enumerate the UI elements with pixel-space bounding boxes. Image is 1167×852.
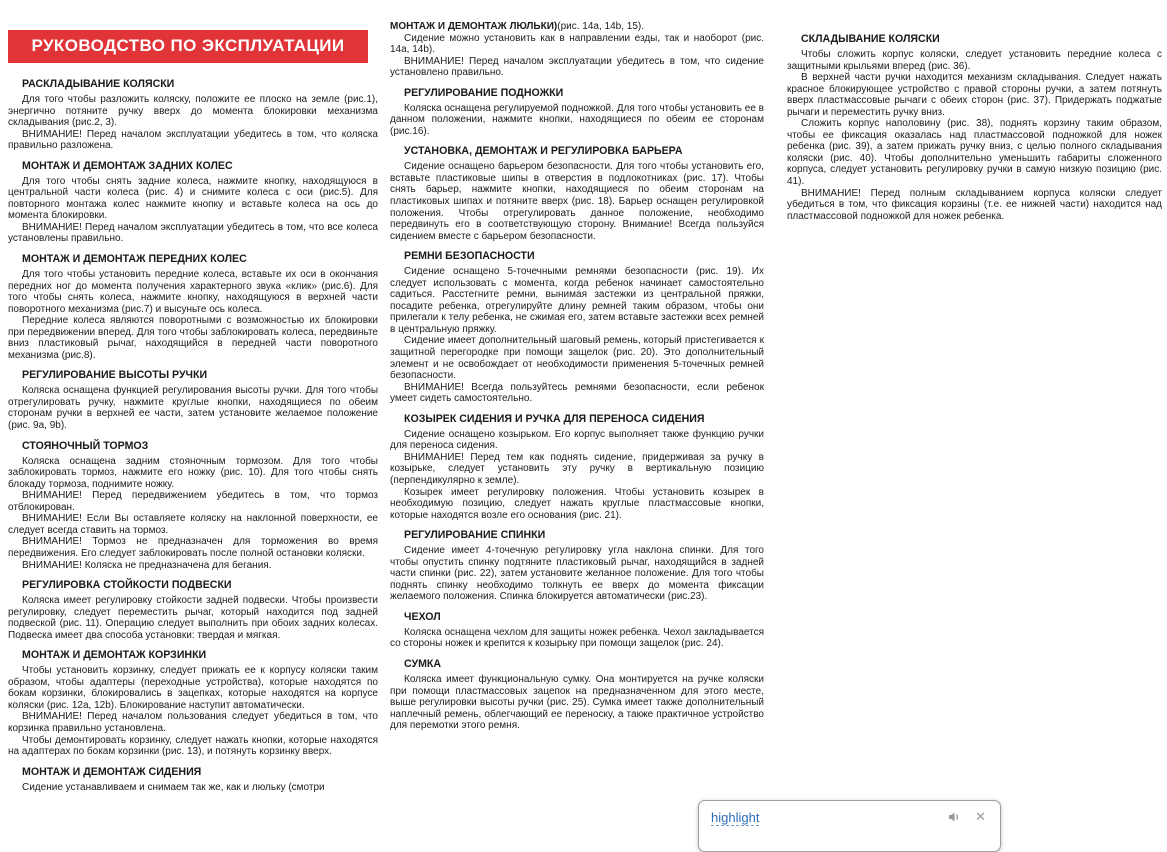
paragraph: Сидение имеет 4-точечную регулировку угла наклона спинки. Для того чтобы опустить спинку подтяните пластиковый рычаг, находящийся в задней части спинки (рис. 22), затем установите желанное положение. Для того чтобы поднять спинку необходимо толкнуть ее вверх до момента фиксации желаемого положения. Спинка блокируется автоматически (рис.23). xyxy=(390,545,764,603)
speaker-icon[interactable] xyxy=(948,811,961,823)
continuation-paragraph: МОНТАЖ И ДЕМОНТАЖ ЛЮЛЬКИ)(рис. 14a, 14b, 15). xyxy=(390,21,644,32)
column-2-text xyxy=(390,21,764,732)
paragraph: Сидение оснащено барьером безопасности. Для того чтобы установить его, вставьте пластиковые шипы в отверстия в подлокотниках (рис. 17). Чтобы снять барьер, нажмите кнопки, находящиеся по обеим сторонам на пластиковых шипах и потяните вверх (рис. 18). Барьер оснащен регулировкой положения. Чтобы отрегулировать данное положение, необходимо передвинуть его в соответствующую сторону. Внимание! Всегда пользуйся сидением вместе с барьером безопасности. xyxy=(390,161,764,242)
paragraph: Коляска имеет регулировку стойкости задней подвески. Чтобы произвести регулировку, следует переместить рычаг, который находится под задней подвеской (рис. 11). Операцию следует выполнить при обоих задних колесах. Подвеска имеет два способа установки: твердая и мягкая. xyxy=(8,595,378,641)
column-1-text xyxy=(8,78,378,793)
paragraph: ВНИМАНИЕ! Перед тем как поднять сидение, придерживая за ручку в козырьке, следует установить эту ручку в вертикальную позицию (перпендикулярно к земле). xyxy=(390,451,764,486)
section-heading: СКЛАДЫВАНИЕ КОЛЯСКИ xyxy=(801,33,940,45)
section-heading: РЕГУЛИРОВКА СТОЙКОСТИ ПОДВЕСКИ xyxy=(22,579,232,592)
paragraph: ВНИМАНИЕ! Коляска не предназначена для бегания. xyxy=(22,559,272,571)
paragraph: Коляска оснащена функцией регулирования высоты ручки. Для того чтобы отрегулировать ручку, нажмите круглые кнопки, находящиеся по обеим сторонам ручки в верхней ее части, затем установите желаемое положение (рис. 9a, 9b). xyxy=(8,385,378,432)
paragraph: Передние колеса являются поворотными с возможностью их блокировки при передвижении вперед. Для того чтобы заблокировать колеса, передвиньте вниз пластиковый рычаг, находящийся в передней части поворотного механизма (рис.8). xyxy=(8,315,378,361)
paragraph: Для того чтобы снять задние колеса, нажмите кнопку, находящуюся в центральной части колеса (рис. 4) и снимите колеса с оси (рис.5). Для повторного монтажа колес нажмите кнопку и вставьте колеса на ось до момента блокировки. xyxy=(8,175,378,222)
paragraph: Сидение можно установить как в направлении езды, так и наоборот (рис. 14a, 14b). xyxy=(390,32,764,56)
section-heading: РЕГУЛИРОВАНИЕ ПОДНОЖКИ xyxy=(404,86,564,99)
manual-column-2 xyxy=(390,0,764,732)
paragraph: Чтобы сложить корпус коляски, следует установить передние колеса с защитными крыльями вперед (рис. 36). xyxy=(787,49,1162,72)
manual-column-3 xyxy=(787,0,1162,222)
section-heading: РАСКЛАДЫВАНИЕ КОЛЯСКИ xyxy=(22,78,175,90)
paragraph: Коляска оснащена чехлом для защиты ножек ребенка. Чехол закладывается со стороны ножек и крепится к козырьку при помощи защелок (рис. 24). xyxy=(390,626,764,650)
column-3-text xyxy=(787,33,1162,222)
paragraph: ВНИМАНИЕ! Если Вы оставляете коляску на наклонной поверхности, ее следует всегда ставить на тормоз. xyxy=(8,513,378,536)
translate-popup[interactable] xyxy=(698,800,1001,852)
paragraph: Козырек имеет регулировку положения. Чтобы установить козырек в необходимую позицию, следует нажать круглые пластмассовые кнопки, которые находятся возле его основания (рис. 21). xyxy=(390,486,764,521)
section-heading: МОНТАЖ И ДЕМОНТАЖ СИДЕНИЯ xyxy=(22,765,202,778)
popup-icons xyxy=(948,810,986,823)
paragraph: ВНИМАНИЕ! Перед полным складыванием корпуса коляски следует убедиться в том, что фиксация корзины (т.е. ее нижней части) находится над пластмассовой подножкой для ножек ребенка. xyxy=(787,187,1162,222)
popup-highlight-link[interactable]: highlight xyxy=(711,810,760,825)
paragraph: Коляска оснащена задним стояночным тормозом. Для того чтобы заблокировать тормоз, нажмите его ножку (рис. 10). Для того чтобы снять блокаду тормоза, поднимите ножку. xyxy=(8,455,378,490)
paragraph: ВНИМАНИЕ! Перед началом эксплуатации убедитесь в том, что все колеса установлены правильно. xyxy=(8,221,378,245)
paragraph: ВНИМАНИЕ! Перед началом эксплуатации убедитесь в том, что сидение установлено правильно. xyxy=(390,55,764,79)
section-heading: РЕГУЛИРОВАНИЕ СПИНКИ xyxy=(404,529,546,542)
paragraph: Коляска оснащена регулируемой подножкой. Для того чтобы установить ее в данном положении, нажмите кнопки, находящиеся по обеим ее сторонам (рис.16). xyxy=(390,102,764,137)
section-heading: РЕМНИ БЕЗОПАСНОСТИ xyxy=(404,250,535,263)
section-heading: КОЗЫРЕК СИДЕНИЯ И РУЧКА ДЛЯ ПЕРЕНОСА СИДЕНИЯ xyxy=(404,412,705,425)
paragraph: Сидение оснащено 5-точечными ремнями безопасности (рис. 19). Их следует использовать с момента, когда ребенок начинает самостоятельно садиться. Расстегните ремни, вынимая застежки из центральной пряжки, посадите ребенка, отрегулируйте длину ремней таким образом, чтобы они прилегали к телу ребенка, не сжимая его, затем вставьте застежки всех ремней в центральную пряжку. xyxy=(390,266,764,335)
paragraph: ВНИМАНИЕ! Перед началом пользования следует убедиться в том, что корзинка правильно установлена. xyxy=(8,711,378,734)
section-heading: МОНТАЖ И ДЕМОНТАЖ ЗАДНИХ КОЛЕС xyxy=(22,159,233,172)
section-heading: СУМКА xyxy=(404,657,442,670)
close-icon[interactable]: ✕ xyxy=(975,809,986,824)
paragraph: Для того чтобы установить передние колеса, вставьте их оси в окончания передних ног до момента получения характерного звука «клик» (рис.6). Для того чтобы снять колеса, нажмите кнопку, находящуюся в верхней части поворотного механизма (рис.7) и высуньте ось колеса. xyxy=(8,269,378,315)
paragraph: Сидение устанавливаем и снимаем так же, как и люльку (смотри xyxy=(22,781,325,793)
paragraph: ВНИМАНИЕ! Перед началом эксплуатации убедитесь в том, что коляска правильно разложена. xyxy=(8,128,378,152)
section-heading: РЕГУЛИРОВАНИЕ ВЫСОТЫ РУЧКИ xyxy=(22,369,208,382)
paragraph: Коляска имеет функциональную сумку. Она монтируется на ручке коляски при помощи пластмассовых зацепок на предназначенном для этого месте, выше регулировки высоты ручки (рис. 25). Сумка имеет также дополнительный наплечный ремень, облегчающий ее переноску, а также практичное устройство для перемотки этого ремня. xyxy=(390,673,764,732)
section-heading: ЧЕХОЛ xyxy=(404,610,441,623)
manual-column-1 xyxy=(8,0,378,793)
paragraph: ВНИМАНИЕ! Всегда пользуйтесь ремнями безопасности, если ребенок умеет сидеть самостоятельно. xyxy=(390,381,764,405)
paragraph: Чтобы демонтировать корзинку, следует нажать кнопки, которые находятся на адаптерах по бокам корзинки (рис. 13), и потянуть корзинку вверх. xyxy=(8,734,378,758)
paragraph: Для того чтобы разложить коляску, положите ее плоско на земле (рис.1), энергично потяните ручку вверх до момента блокировки механизма складывания (рис.2, 3). xyxy=(8,94,378,129)
paragraph: Чтобы установить корзинку, следует прижать ее к корпусу коляски таким образом, чтобы адаптеры (переходные устройства), которые находятся по бокам корзинки, блокировались в зацепках, которые находятся на корпусе коляски (рис. 12a, 12b). Блокирование наступит автоматически. xyxy=(8,665,378,711)
paragraph: Сидение имеет дополнительный шаговый ремень, который пристегивается к защитной перегородке при помощи защелок (рис. 20). Это дополнительный элемент и не освобождает от необходимости применения 5-точечных ремней безопасности. xyxy=(390,335,764,382)
paragraph: Сложить корпус наполовину (рис. 38), поднять корзину таким образом, чтобы ее фиксация оказалась над пластмассовой подножкой для ножек ребенка (рис. 39), а затем прижать ручку вниз, с целью полного складывания коляски (рис. 40). Чтобы дополнительно уменьшить габариты сложенного корпуса, следует установить регулировку ручки в самую низкую позицию (рис. 41). xyxy=(787,118,1162,188)
section-heading: СТОЯНОЧНЫЙ ТОРМОЗ xyxy=(22,439,149,452)
section-heading: УСТАНОВКА, ДЕМОНТАЖ И РЕГУЛИРОВКА БАРЬЕРА xyxy=(404,145,683,158)
manual-title-banner: РУКОВОДСТВО ПО ЭКСПЛУАТАЦИИ xyxy=(8,30,368,63)
section-heading: МОНТАЖ И ДЕМОНТАЖ КОРЗИНКИ xyxy=(22,649,207,662)
paragraph: Сидение оснащено козырьком. Его корпус выполняет также функцию ручки для переноса сидения. xyxy=(390,428,764,452)
section-heading: МОНТАЖ И ДЕМОНТАЖ ПЕРЕДНИХ КОЛЕС xyxy=(22,253,247,266)
paragraph: ВНИМАНИЕ! Тормоз не предназначен для торможения во время передвижения. Его следует заблокировать после полной остановки коляски. xyxy=(8,536,378,559)
paragraph: ВНИМАНИЕ! Перед передвижением убедитесь в том, что тормоз отблокирован. xyxy=(8,490,378,513)
paragraph: В верхней части ручки находится механизм складывания. Следует нажать красное блокирующее устройство с правой стороны ручки, а затем потянуть вверх пластмассовые рычаги с обеих сторон (рис. 37). Придержать поджатые рычаги и переместить ручку вниз. xyxy=(787,72,1162,118)
